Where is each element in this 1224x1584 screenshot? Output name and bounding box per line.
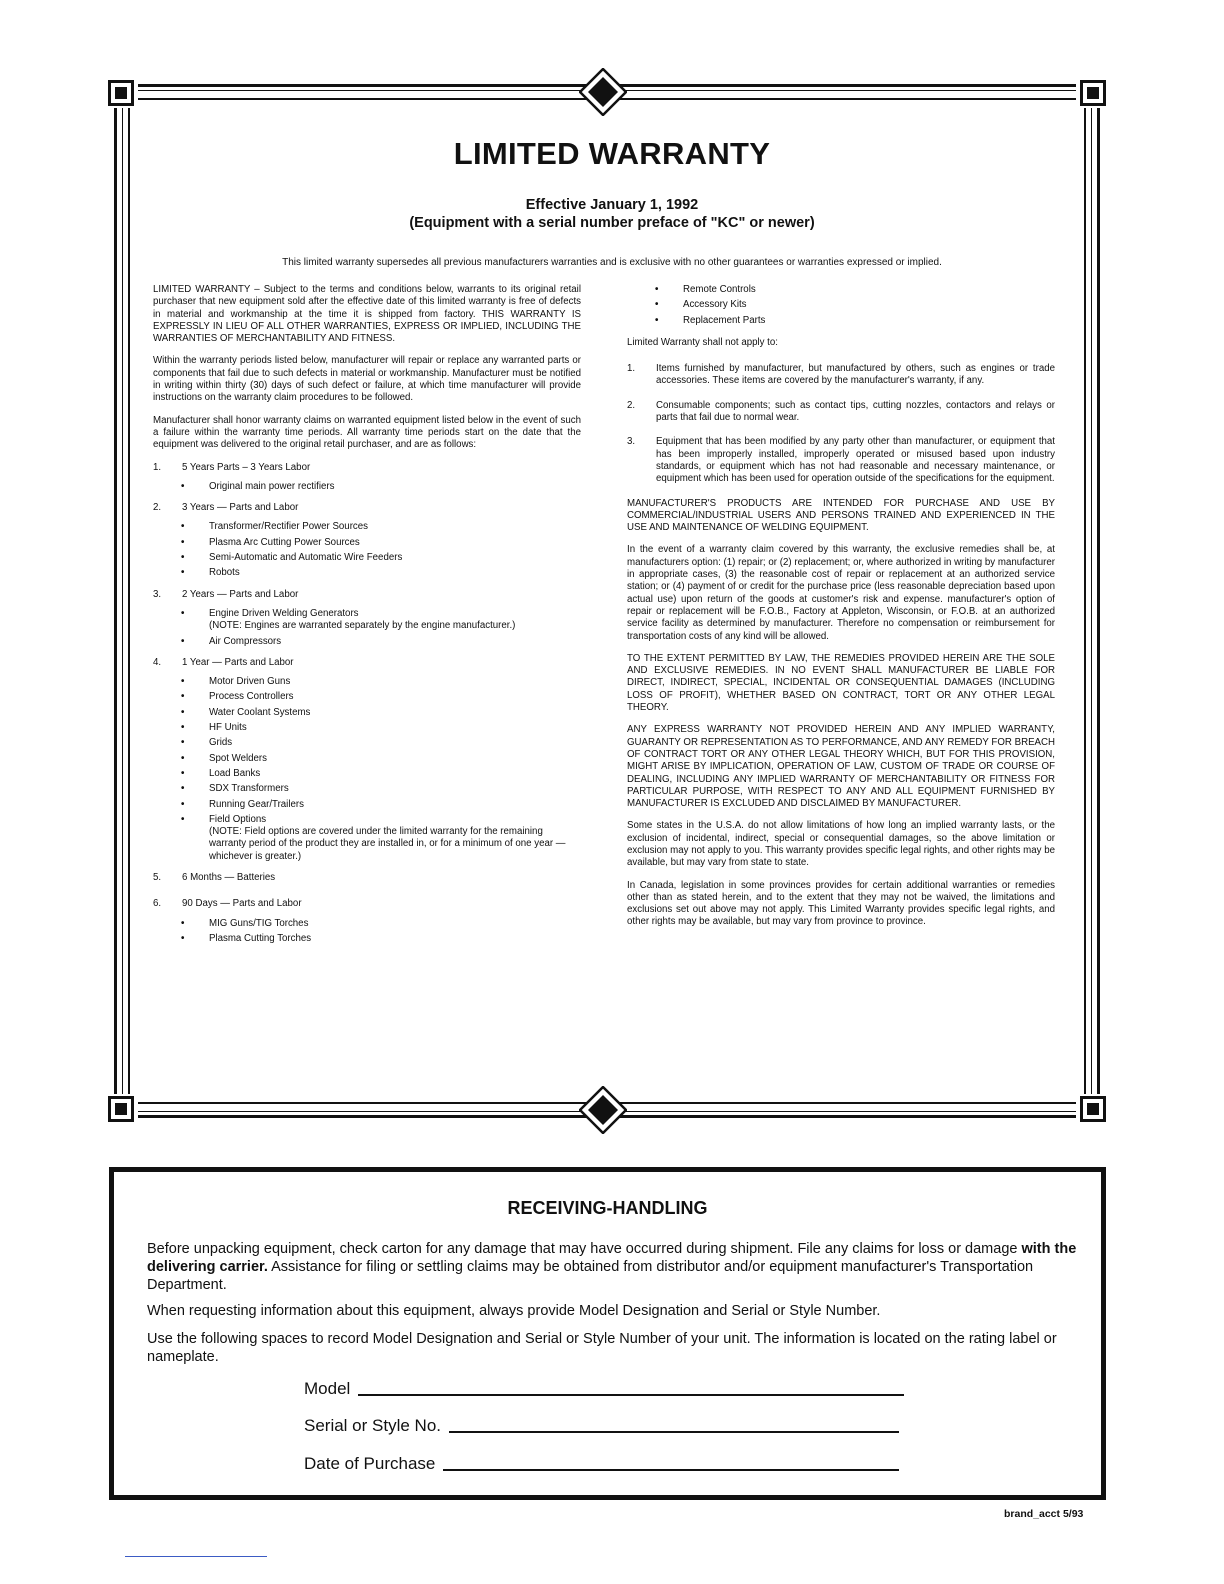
tier-items [153, 481, 581, 493]
model-field[interactable]: Model [304, 1379, 904, 1399]
purchase-date-field[interactable]: Date of Purchase [304, 1454, 899, 1474]
list-item: • Load Banks [181, 767, 261, 779]
effective-date: Effective January 1, 1992 [525, 197, 699, 213]
list-item: • HF Units [181, 722, 247, 734]
receiving-handling-box [109, 1167, 1106, 1500]
document-code: brand_acct 5/93 [1004, 1508, 1084, 1520]
list-item: 3. Equipment that has been modified by any party other than manufacturer, or equipment that has been improperly installed, improperly operated or misused based upon industry standards, or equipment which has not had reasonable and necessary maintenance, or equipment which has been used for operation outside of the specifications for the equipment. [627, 436, 1055, 485]
warranty-intro: This limited warranty supersedes all previous manufacturers warranties and is exclusive with no other guarantees or warranties expressed or implied. [282, 257, 942, 268]
warranty-right-column [627, 284, 1055, 939]
tier-items [153, 918, 581, 946]
corner-ornament [1080, 80, 1106, 106]
diamond-ornament-bottom [579, 1086, 627, 1134]
state-rights: Some states in the U.S.A. do not allow limitations of how long an implied warranty lasts, or the exclusion of incidental, indirect, special or consequential damages, so the above limitation or exclusion may not apply to you. This warranty provides specific legal rights, and other rights may be available, but may vary from state to state. [627, 820, 1055, 869]
info-request-note: When requesting information about this equipment, always provide Model Designation and Serial or Style Number. [147, 1303, 881, 1319]
warranty-tier: 5. 6 Months — Batteries [153, 871, 276, 883]
list-item: • Transformer/Rectifier Power Sources [181, 521, 368, 533]
canada-rights: In Canada, legislation in some provinces provides for certain additional warranties or remedies other than as stated herein, and to the extent that they may not be waived, the limitations and exclusions set out above may not apply. This Limited Warranty provides specific legal rights, and other rights may be available, but may vary from province to province. [627, 879, 1055, 928]
list-item: 2. Consumable components; such as contact tips, cutting nozzles, contactors and relays or parts that fail due to normal wear. [627, 399, 1055, 424]
repair-replace-terms: Within the warranty periods listed below, manufacturer will repair or replace any warranted parts or components that fail due to such defects in material or workmanship. Manufacturer must be notified in writing within thirty (30) days of such defect or failure, at which time manufacturer will provide instructions on the warranty claim procedures to be followed. [153, 355, 581, 404]
tier-items-continued [627, 284, 1055, 327]
claims-terms: Manufacturer shall honor warranty claims on warranted equipment listed below in the event of such a failure within the warranty time periods. All warranty time periods start on the date that the equipment was delivered to the original retail purchaser, and are as follows: [153, 414, 581, 451]
receiving-instructions: Before unpacking equipment, check carton for any damage that may have occurred during shipment. File any claims for loss or damage with the delivering carrier. Assistance for filing or settling claims may be obtained from distributor and/or equipment manufacturer's Transportation Department. [147, 1241, 1077, 1293]
list-item: • SDX Transformers [181, 783, 289, 795]
warranty-tier: 4. 1 Year — Parts and Labor [153, 656, 294, 668]
warranty-terms: LIMITED WARRANTY – Subject to the terms and conditions below, warrants to its original retail purchaser that new equipment sold after the effective date of this limited warranty is free of defects in material and workmanship at the time it is shipped from factory. THIS WARRANTY IS EXPRESSLY IN LIEU OF ALL OTHER WARRANTIES, EXPRESS OR IMPLIED, INCLUDING THE WARRANTIES OF MERCHANTABILITY AND FITNESS. [153, 284, 581, 345]
list-item: • Process Controllers [181, 691, 294, 703]
list-item: • Water Coolant Systems [181, 706, 311, 718]
warranty-tier: 1. 5 Years Parts – 3 Years Labor [153, 461, 311, 473]
warranty-tier: 6. 90 Days — Parts and Labor [153, 898, 302, 910]
list-item: • Motor Driven Guns [181, 676, 291, 688]
remedies-terms: In the event of a warranty claim covered by this warranty, the exclusive remedies shall be, at manufacturers option: (1) repair; or (2) replacement; or, where authorized in writing by manufacturer in appropriate cases, (3) the reasonable cost of repair or replacement at an authorized service station; or (4) payment of or credit for the purchase price (less reasonable depreciation based upon actual use) upon return of the goods at customer's risk and expense. manufacturer's option of repair or replacement will be F.O.B., Factory at Appleton, Wisconsin, or F.O.B. at an authorized service facility as determined by manufacturer. Therefore no compensation or reimbursement for transportation costs of any kind will be allowed. [627, 544, 1055, 642]
equipment-note: (Equipment with a serial number preface of "KC" or newer) [409, 215, 815, 231]
divider [125, 1556, 267, 1557]
list-item: • Field Options (NOTE: Field options are covered under the limited warranty for the remaining warranty period of the product they are installed in, or for a minimum of one year — whichever is greater.) [153, 814, 581, 863]
engine-note: (NOTE: Engines are warranted separately by the engine manufacturer.) [209, 620, 516, 632]
list-item: • Replacement Parts [655, 314, 766, 326]
receiving-title: RECEIVING-HANDLING [507, 1198, 708, 1218]
diamond-ornament-top [579, 68, 627, 116]
exclusions-list [627, 363, 1055, 485]
list-item: • Spot Welders [181, 752, 267, 764]
list-item: • Plasma Cutting Torches [181, 932, 312, 944]
liability-limit: TO THE EXTENT PERMITTED BY LAW, THE REMEDIES PROVIDED HEREIN ARE THE SOLE AND EXCLUSIVE REMEDIES. IN NO EVENT SHALL MANUFACTURER BE LIABLE FOR DIRECT, INDIRECT, SPECIAL, INCIDENTAL OR CONSEQUENTIAL DAMAGES (INCLUDING LOSS OF PROFIT), WHETHER BASED ON CONTRACT, TORT OR ANY OTHER LEGAL THEORY. [627, 652, 1055, 714]
list-item: • MIG Guns/TIG Torches [181, 917, 309, 929]
warranty-tier: 3. 2 Years — Parts and Labor [153, 588, 299, 600]
serial-field[interactable]: Serial or Style No. [304, 1416, 899, 1436]
corner-ornament [1080, 1096, 1106, 1122]
disclaimer: ANY EXPRESS WARRANTY NOT PROVIDED HEREIN AND ANY IMPLIED WARRANTY, GUARANTY OR REPRESENTATION AS TO PERFORMANCE, AND ANY REMEDY FOR BREACH OF CONTRACT TORT OR ANY OTHER LEGAL THEORY WHICH, BUT FOR THIS PROVISION, MIGHT ARISE BY IMPLICATION, OPERATION OF LAW, CUSTOM OF TRADE OR COURSE OF DEALING, INCLUDING ANY IMPLIED WARRANTY OF MERCHANTABILITY OR FITNESS FOR PARTICULAR PURPOSE, WITH RESPECT TO ANY AND ALL EQUIPMENT FURNISHED BY MANUFACTURER IS EXCLUDED AND DISCLAIMED BY MANUFACTURER. [627, 724, 1055, 810]
tier-items [153, 608, 581, 648]
list-item: 1. Items furnished by manufacturer, but manufactured by others, such as engines or trade accessories. These items are covered by the manufacturer's warranty, if any. [627, 363, 1055, 387]
corner-ornament [108, 1096, 134, 1122]
warranty-tier: 2. 3 Years — Parts and Labor [153, 502, 299, 514]
tier-items [153, 521, 581, 579]
list-item: • Semi-Automatic and Automatic Wire Feeders [181, 552, 403, 564]
tier-items [153, 676, 581, 863]
intended-use-notice: MANUFACTURER'S PRODUCTS ARE INTENDED FOR PURCHASE AND USE BY COMMERCIAL/INDUSTRIAL USERS AND PERSONS TRAINED AND EXPERIENCED IN THE USE AND MAINTENANCE OF WELDING EQUIPMENT. [627, 497, 1055, 534]
not-apply-heading: Limited Warranty shall not apply to: [627, 336, 778, 348]
list-item: • Running Gear/Trailers [181, 798, 304, 810]
list-item: • Engine Driven Welding Generators (NOTE: Engines are warranted separately by the engine manufacturer.) [153, 608, 581, 633]
list-item: • Air Compressors [181, 635, 282, 647]
list-item: • Robots [181, 567, 240, 579]
list-item: • Accessory Kits [655, 299, 747, 311]
record-instructions: Use the following spaces to record Model Designation and Serial or Style Number of your unit. The information is located on the rating label or nameplate. [147, 1331, 1057, 1365]
list-item: • Grids [181, 737, 233, 749]
list-item: • Remote Controls [655, 284, 756, 295]
corner-ornament [108, 80, 134, 106]
field-options-note: (NOTE: Field options are covered under the limited warranty for the remaining warranty period of the product they are installed in, or for a minimum of one year — whichever is greater.) [209, 826, 566, 862]
warranty-title: LIMITED WARRANTY [453, 136, 771, 171]
warranty-left-column [153, 284, 581, 954]
list-item: • Original main power rectifiers [181, 480, 335, 492]
list-item: • Plasma Arc Cutting Power Sources [181, 536, 360, 548]
